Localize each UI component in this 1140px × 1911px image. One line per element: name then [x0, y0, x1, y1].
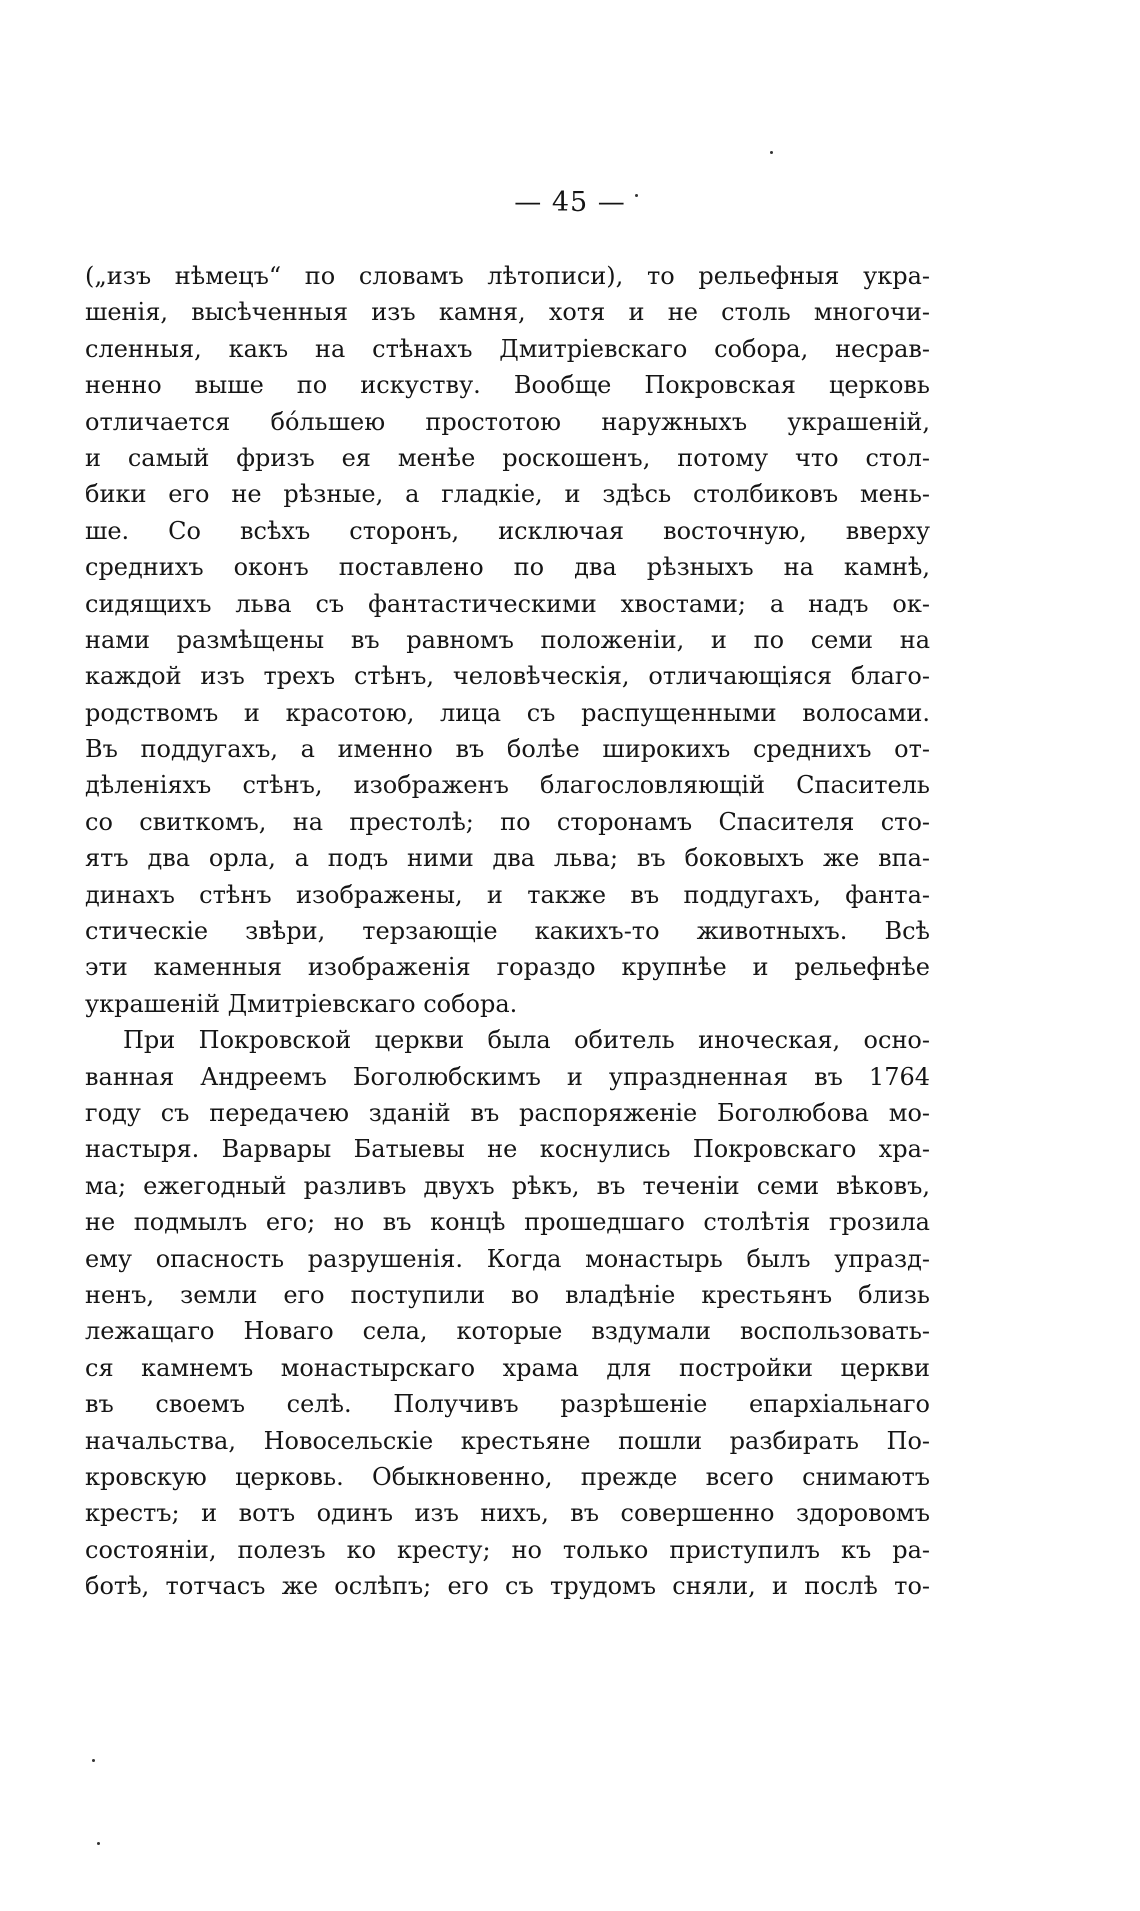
text-line: сидящихъ льва съ фантастическими хвостами; а надъ ок- — [85, 589, 930, 618]
text-line: кровскую церковь. Обыкновенно, прежде всего снимаютъ — [85, 1462, 930, 1491]
text-line: крестъ; и вотъ одинъ изъ нихъ, въ совершенно здоровомъ — [85, 1499, 930, 1528]
text-line: ванная Андреемъ Боголюбскимъ и упраздненная въ 1764 — [85, 1062, 930, 1091]
text-line: не подмылъ его; но въ концѣ прошедшаго столѣтія грозила — [85, 1208, 930, 1237]
text-line: стическіе звѣри, терзающіе какихъ-то животныхъ. Всѣ — [85, 917, 930, 946]
text-line: эти каменныя изображенія гораздо крупнѣе и рельефнѣе — [85, 953, 930, 982]
text-line: отличается бо́льшею простотою наружныхъ украшеній, — [85, 407, 930, 436]
text-line: со свиткомъ, на престолѣ; по сторонамъ Спасителя сто- — [85, 807, 930, 836]
paragraph-1 — [85, 258, 930, 1022]
text-line: динахъ стѣнъ изображены, и также въ поддугахъ, фанта- — [85, 880, 930, 909]
text-line: родствомъ и красотою, лица съ распущенными волосами. — [85, 698, 930, 727]
text-line: среднихъ оконъ поставлено по два рѣзныхъ на камнѣ, — [85, 553, 930, 582]
text-line: При Покровской церкви была обитель иноческая, осно- — [123, 1026, 930, 1055]
text-line: ботѣ, тотчасъ же ослѣпъ; его съ трудомъ сняли, и послѣ то- — [85, 1572, 930, 1601]
text-line: настыря. Варвары Батыевы не коснулись Покровскаго хра- — [85, 1135, 930, 1164]
text-line: ненъ, земли его поступили во владѣніе крестьянъ близь — [85, 1280, 930, 1309]
text-line: начальства, Новосельскіе крестьяне пошли разбирать По- — [85, 1426, 930, 1455]
text-line: состояніи, полезъ ко кресту; но только приступилъ къ ра- — [85, 1535, 930, 1564]
text-line: ма; ежегодный разливъ двухъ рѣкъ, въ теченіи семи вѣковъ, — [85, 1171, 930, 1200]
text-line: Въ поддугахъ, а именно въ болѣе широкихъ среднихъ от- — [85, 735, 930, 764]
text-line: бики его не рѣзные, а гладкіе, и здѣсь столбиковъ мень- — [85, 480, 930, 509]
text-line: ему опасность разрушенія. Когда монастырь былъ упразд- — [85, 1244, 930, 1273]
scan-speck — [97, 1842, 100, 1845]
scan-speck — [635, 194, 638, 197]
text-line: шенія, высѣченныя изъ камня, хотя и не столь многочи- — [85, 298, 930, 327]
text-line: каждой изъ трехъ стѣнъ, человѣческія, отличающіяся благо- — [85, 662, 930, 691]
scan-speck — [770, 151, 773, 154]
text-line: ше. Со всѣхъ сторонъ, исключая восточную, вверху — [85, 516, 930, 545]
text-line: („изъ нѣмецъ“ по словамъ лѣтописи), то рельефныя укра- — [85, 262, 930, 290]
page-number: — 45 — — [514, 187, 626, 218]
paragraph-2 — [85, 1022, 930, 1604]
text-line: ся камнемъ монастырскаго храма для постройки церкви — [85, 1353, 930, 1382]
scan-speck — [92, 1759, 95, 1762]
text-line: нами размѣщены въ равномъ положеніи, и по семи на — [85, 625, 930, 654]
text-line: ненно выше по искуству. Вообще Покровская церковь — [85, 371, 930, 400]
text-line: ятъ два орла, а подъ ними два льва; въ боковыхъ же впа- — [85, 844, 930, 873]
text-line: и самый фризъ ея менѣе роскошенъ, потому что стол- — [85, 443, 930, 472]
text-line: году съ передачею зданій въ распоряженіе Боголюбова мо- — [85, 1098, 930, 1127]
text-line: лежащаго Новаго села, которые вздумали воспользовать- — [85, 1317, 930, 1346]
body-text — [85, 258, 930, 1604]
text-line: въ своемъ селѣ. Получивъ разрѣшеніе епархіальнаго — [85, 1390, 930, 1419]
text-line: сленныя, какъ на стѣнахъ Дмитріевскаго собора, несрав- — [85, 334, 930, 363]
text-line: украшеній Дмитріевскаго собора. — [85, 989, 518, 1018]
text-line: дѣленіяхъ стѣнъ, изображенъ благословляющій Спаситель — [85, 771, 930, 800]
